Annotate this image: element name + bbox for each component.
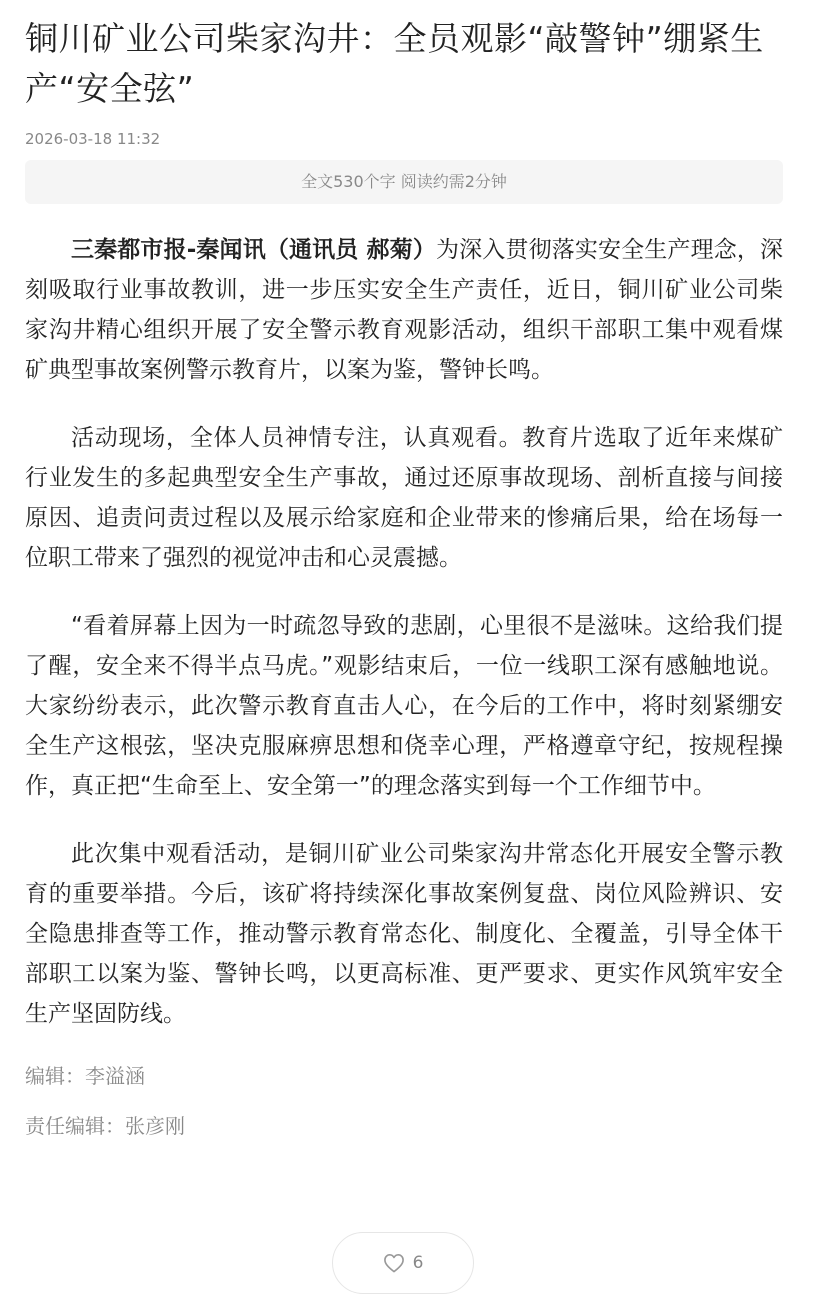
paragraph-text: 为深入贯彻落实安全生产理念，深刻吸取行业事故教训，进一步压实安全生产责任，近日，铜川矿业公司柴家沟井精心组织开展了安全警示教育观影活动，组织干部职工集中观看煤矿典型事故案例警示教育片，以案为鉴，警钟长鸣。 (25, 237, 784, 383)
paragraph: 此次集中观看活动，是铜川矿业公司柴家沟井常态化开展安全警示教育的重要举措。今后，该矿将持续深化事故案例复盘、岗位风险辨识、安全隐患排查等工作，推动警示教育常态化、制度化、全覆盖，引导全体干部职工以案为鉴、警钟长鸣，以更高标准、更严要求、更实作风筑牢安全生产坚固防线。 (25, 841, 783, 1027)
article-body (25, 230, 783, 1034)
article (25, 0, 783, 1162)
article-title: 铜川矿业公司柴家沟井：全员观影“敲警钟”绷紧生产“安全弦” (25, 19, 764, 108)
byline: 三秦都市报-秦闻讯（通讯员 郝菊） (71, 237, 436, 263)
paragraph: “看着屏幕上因为一时疏忽导致的悲剧，心里很不是滋味。这给我们提了醒，安全来不得半点马虎。”观影结束后，一位一线职工深有感触地说。大家纷纷表示，此次警示教育直击人心，在今后的工作中，将时刻紧绷安全生产这根弦，坚决克服麻痹思想和侥幸心理，严格遵章守纪，按规程操作，真正把“生命至上、安全第一”的理念落实到每一个工作细节中。 (25, 613, 783, 799)
reading-summary: 全文530个字 阅读约需2分钟 (25, 160, 783, 204)
like-count: 6 (412, 1253, 424, 1273)
paragraph (25, 230, 783, 390)
editor-credit: 编辑：李溢涵 (25, 1064, 145, 1088)
publish-date: 2026-03-18 11:32 (25, 130, 161, 148)
paragraph: 活动现场，全体人员神情专注，认真观看。教育片选取了近年来煤矿行业发生的多起典型安全生产事故，通过还原事故现场、剖析直接与间接原因、追责问责过程以及展示给家庭和企业带来的惨痛后果，给在场每一位职工带来了强烈的视觉冲击和心灵震撼。 (25, 425, 783, 571)
chief-editor-credit: 责任编辑：张彦刚 (25, 1114, 185, 1138)
heart-icon (383, 1253, 405, 1273)
